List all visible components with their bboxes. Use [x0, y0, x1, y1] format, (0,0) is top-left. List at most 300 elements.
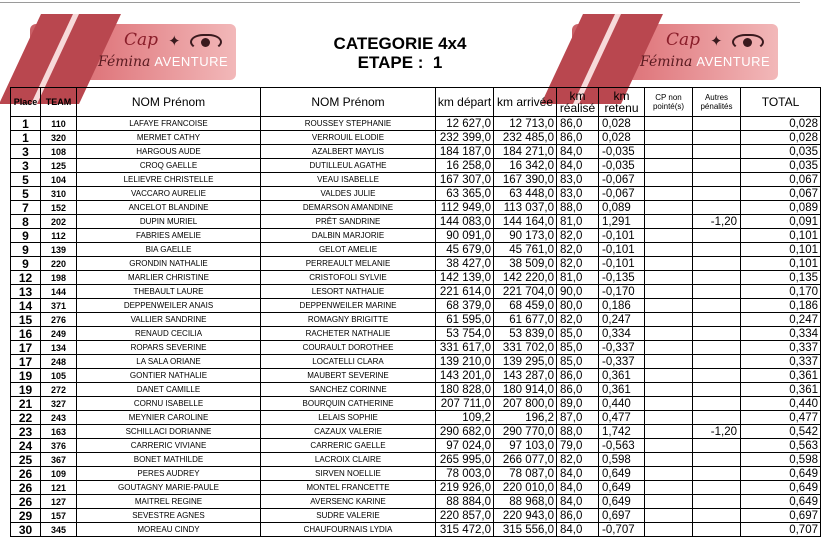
- cell-name1: RENAUD CECILIA: [77, 327, 261, 341]
- logo-femina-text: Fémina: [98, 54, 151, 70]
- cell-name1: MEYNIER CAROLINE: [77, 411, 261, 425]
- cell-name2: CRISTOFOLI SYLVIE: [261, 271, 436, 285]
- cell-total: 0,186: [741, 299, 821, 313]
- cell-autres-penalites: [693, 257, 741, 271]
- cell-name1: DEPPENWEILER ANAIS: [77, 299, 261, 313]
- cell-total: 0,649: [741, 481, 821, 495]
- cell-autres-penalites: [693, 411, 741, 425]
- cell-name2: GELOT AMELIE: [261, 243, 436, 257]
- cell-cp-non-pointe: [645, 495, 693, 509]
- cell-km-retenu: 0,186: [599, 299, 645, 313]
- cell-total: 0,337: [741, 341, 821, 355]
- cell-name2: SIRVEN NOELLIE: [261, 467, 436, 481]
- cell-km-realise: 85,0: [557, 341, 599, 355]
- cell-total: 0,337: [741, 355, 821, 369]
- cell-name2: LELAIS SOPHIE: [261, 411, 436, 425]
- cell-km-arrivee: 139 295,0: [494, 355, 557, 369]
- cell-team: 249: [41, 327, 77, 341]
- cell-team: 108: [41, 145, 77, 159]
- cell-km-realise: 81,0: [557, 215, 599, 229]
- cell-place: 14: [11, 299, 41, 313]
- eye-icon: [190, 34, 222, 50]
- cell-total: 0,170: [741, 285, 821, 299]
- cell-place: 1: [11, 117, 41, 131]
- cell-total: 0,091: [741, 215, 821, 229]
- cell-autres-penalites: [693, 145, 741, 159]
- cell-total: 0,649: [741, 467, 821, 481]
- cell-km-depart: 61 595,0: [436, 313, 494, 327]
- col-header-cp-non-pointe: CP non pointé(s): [645, 88, 693, 117]
- cell-place: 29: [11, 509, 41, 523]
- cell-km-retenu: -0,035: [599, 145, 645, 159]
- cell-total: 0,135: [741, 271, 821, 285]
- cell-cp-non-pointe: [645, 411, 693, 425]
- table-row: [11, 299, 821, 313]
- cell-name2: MONTEL FRANCETTE: [261, 481, 436, 495]
- cell-cp-non-pointe: [645, 369, 693, 383]
- cap-femina-logo-right: [572, 24, 778, 80]
- cell-km-arrivee: 290 770,0: [494, 425, 557, 439]
- cell-km-retenu: 0,247: [599, 313, 645, 327]
- cap-femina-logo-left: [30, 24, 236, 80]
- cell-team: 163: [41, 425, 77, 439]
- cell-team: 376: [41, 439, 77, 453]
- cell-place: 13: [11, 285, 41, 299]
- cell-autres-penalites: [693, 341, 741, 355]
- cell-team: 157: [41, 509, 77, 523]
- cell-name1: THEBAULT LAURE: [77, 285, 261, 299]
- cell-name2: CARRERIC GAELLE: [261, 439, 436, 453]
- cell-autres-penalites: [693, 369, 741, 383]
- cell-km-realise: 82,0: [557, 313, 599, 327]
- cell-autres-penalites: [693, 271, 741, 285]
- cell-place: 19: [11, 369, 41, 383]
- cell-total: 0,598: [741, 453, 821, 467]
- cell-km-arrivee: 221 704,0: [494, 285, 557, 299]
- cell-team: 202: [41, 215, 77, 229]
- cell-total: 0,649: [741, 495, 821, 509]
- page-title: [260, 34, 540, 72]
- cell-place: 12: [11, 271, 41, 285]
- cell-km-retenu: 0,334: [599, 327, 645, 341]
- cell-name2: COURAULT DOROTHEE: [261, 341, 436, 355]
- cell-cp-non-pointe: [645, 467, 693, 481]
- cell-km-retenu: -0,337: [599, 355, 645, 369]
- cell-km-arrivee: 38 509,0: [494, 257, 557, 271]
- cell-autres-penalites: [693, 173, 741, 187]
- cell-team: 327: [41, 397, 77, 411]
- cell-autres-penalites: [693, 467, 741, 481]
- cell-km-retenu: -0,067: [599, 173, 645, 187]
- cell-team: 198: [41, 271, 77, 285]
- cell-km-depart: 143 201,0: [436, 369, 494, 383]
- cell-place: 16: [11, 327, 41, 341]
- col-header-total: TOTAL: [741, 88, 821, 117]
- table-row: [11, 159, 821, 173]
- cell-km-retenu: -0,101: [599, 243, 645, 257]
- cell-place: 25: [11, 453, 41, 467]
- table-row: [11, 355, 821, 369]
- cell-team: 121: [41, 481, 77, 495]
- cell-name1: GRONDIN NATHALIE: [77, 257, 261, 271]
- cell-km-depart: 290 682,0: [436, 425, 494, 439]
- cell-cp-non-pointe: [645, 173, 693, 187]
- table-row: [11, 383, 821, 397]
- cell-autres-penalites: [693, 481, 741, 495]
- cell-autres-penalites: [693, 383, 741, 397]
- cell-name2: MAUBERT SEVERINE: [261, 369, 436, 383]
- cell-km-depart: 221 614,0: [436, 285, 494, 299]
- cell-km-arrivee: 90 173,0: [494, 229, 557, 243]
- col-header-km-depart: km départ: [436, 88, 494, 117]
- cell-km-realise: 88,0: [557, 201, 599, 215]
- table-row: [11, 145, 821, 159]
- cell-cp-non-pointe: [645, 145, 693, 159]
- cell-name2: PRÊT SANDRINE: [261, 215, 436, 229]
- cell-team: 110: [41, 117, 77, 131]
- cell-km-retenu: 0,028: [599, 117, 645, 131]
- table-row: [11, 411, 821, 425]
- cell-km-retenu: -0,101: [599, 229, 645, 243]
- table-row: [11, 173, 821, 187]
- cell-cp-non-pointe: [645, 131, 693, 145]
- cell-km-depart: 265 995,0: [436, 453, 494, 467]
- cell-km-retenu: 1,742: [599, 425, 645, 439]
- cell-km-retenu: 0,361: [599, 369, 645, 383]
- cell-name2: CHAUFOURNAIS LYDIA: [261, 523, 436, 537]
- cell-name2: AZALBERT MAYLIS: [261, 145, 436, 159]
- header-row: [11, 88, 821, 117]
- cell-km-depart: 63 365,0: [436, 187, 494, 201]
- cell-km-arrivee: 61 677,0: [494, 313, 557, 327]
- cell-km-arrivee: 184 271,0: [494, 145, 557, 159]
- cell-name2: VERROUIL ELODIE: [261, 131, 436, 145]
- cell-place: 15: [11, 313, 41, 327]
- cell-km-arrivee: 45 761,0: [494, 243, 557, 257]
- logo-aventure-text: AVENTURE: [696, 54, 771, 69]
- cell-km-realise: 89,0: [557, 397, 599, 411]
- cell-km-depart: 139 210,0: [436, 355, 494, 369]
- title-stage: ETAPE : 1: [357, 53, 443, 72]
- feather-icon: ✦: [168, 33, 181, 50]
- cell-km-retenu: 0,649: [599, 495, 645, 509]
- cell-name1: HARGOUS AUDE: [77, 145, 261, 159]
- cell-km-realise: 84,0: [557, 145, 599, 159]
- cell-team: 272: [41, 383, 77, 397]
- cell-total: 0,542: [741, 425, 821, 439]
- cell-km-retenu: -0,170: [599, 285, 645, 299]
- cell-km-realise: 80,0: [557, 299, 599, 313]
- table-row: [11, 257, 821, 271]
- cell-autres-penalites: [693, 285, 741, 299]
- col-header-km-retenu: km retenu: [599, 88, 645, 117]
- cell-name1: CROQ GAELLE: [77, 159, 261, 173]
- cell-km-depart: 144 083,0: [436, 215, 494, 229]
- cell-cp-non-pointe: [645, 243, 693, 257]
- cell-km-depart: 180 828,0: [436, 383, 494, 397]
- cell-name2: VALDES JULIE: [261, 187, 436, 201]
- table-row: [11, 285, 821, 299]
- feather-icon: ✦: [710, 33, 723, 50]
- cell-autres-penalites: [693, 509, 741, 523]
- cell-autres-penalites: [693, 187, 741, 201]
- cell-total: 0,563: [741, 439, 821, 453]
- cell-cp-non-pointe: [645, 159, 693, 173]
- cell-name1: SCHILLACI DORIANNE: [77, 425, 261, 439]
- cell-total: 0,440: [741, 397, 821, 411]
- table-row: [11, 481, 821, 495]
- cell-km-realise: 82,0: [557, 257, 599, 271]
- cell-cp-non-pointe: [645, 229, 693, 243]
- cell-name2: SANCHEZ CORINNE: [261, 383, 436, 397]
- cell-km-depart: 142 139,0: [436, 271, 494, 285]
- cell-name2: LESORT NATHALIE: [261, 285, 436, 299]
- table-row: [11, 271, 821, 285]
- cell-km-arrivee: 196,2: [494, 411, 557, 425]
- cell-place: 22: [11, 411, 41, 425]
- cell-km-realise: 82,0: [557, 243, 599, 257]
- cell-cp-non-pointe: [645, 509, 693, 523]
- cell-autres-penalites: -1,20: [693, 215, 741, 229]
- logo-femina-text: Fémina: [640, 54, 693, 70]
- cell-name2: CAZAUX VALERIE: [261, 425, 436, 439]
- cell-total: 0,334: [741, 327, 821, 341]
- table-row: [11, 453, 821, 467]
- cell-name1: DANET CAMILLE: [77, 383, 261, 397]
- cell-team: 320: [41, 131, 77, 145]
- cell-name1: PERES AUDREY: [77, 467, 261, 481]
- table-row: [11, 243, 821, 257]
- cell-place: 17: [11, 355, 41, 369]
- cell-place: 5: [11, 187, 41, 201]
- cell-km-arrivee: 331 702,0: [494, 341, 557, 355]
- cell-km-realise: 88,0: [557, 425, 599, 439]
- col-header-km-realise: km réalisé: [557, 88, 599, 117]
- cell-km-arrivee: 53 839,0: [494, 327, 557, 341]
- cell-place: 5: [11, 173, 41, 187]
- cell-autres-penalites: [693, 439, 741, 453]
- cell-name2: ROUSSEY STEPHANIE: [261, 117, 436, 131]
- cell-km-depart: 45 679,0: [436, 243, 494, 257]
- cell-km-depart: 207 711,0: [436, 397, 494, 411]
- cell-km-depart: 232 399,0: [436, 131, 494, 145]
- cell-km-realise: 84,0: [557, 467, 599, 481]
- cell-name1: VALLIER SANDRINE: [77, 313, 261, 327]
- cell-place: 19: [11, 383, 41, 397]
- cell-km-depart: 219 926,0: [436, 481, 494, 495]
- table-row: [11, 509, 821, 523]
- cell-place: 24: [11, 439, 41, 453]
- cell-autres-penalites: -1,20: [693, 425, 741, 439]
- cell-km-retenu: 0,598: [599, 453, 645, 467]
- cell-km-realise: 87,0: [557, 411, 599, 425]
- cell-name1: MOREAU CINDY: [77, 523, 261, 537]
- cell-team: 127: [41, 495, 77, 509]
- cell-km-retenu: 0,697: [599, 509, 645, 523]
- cell-name1: FABRIES AMELIE: [77, 229, 261, 243]
- cell-km-retenu: 0,028: [599, 131, 645, 145]
- cell-name2: DEMARSON AMANDINE: [261, 201, 436, 215]
- cell-km-arrivee: 97 103,0: [494, 439, 557, 453]
- cell-total: 0,361: [741, 383, 821, 397]
- cell-total: 0,707: [741, 523, 821, 537]
- results-table: [10, 87, 821, 537]
- logo-aventure-text: AVENTURE: [154, 54, 229, 69]
- cell-name1: SEVESTRE AGNES: [77, 509, 261, 523]
- cell-km-realise: 82,0: [557, 229, 599, 243]
- cell-km-retenu: -0,135: [599, 271, 645, 285]
- cell-km-realise: 86,0: [557, 117, 599, 131]
- logo-subtitle: [640, 54, 770, 70]
- cell-team: 109: [41, 467, 77, 481]
- cell-name1: ROPARS SEVERINE: [77, 341, 261, 355]
- cell-name2: RACHETER NATHALIE: [261, 327, 436, 341]
- table-row: [11, 523, 821, 537]
- cell-autres-penalites: [693, 327, 741, 341]
- cell-team: 243: [41, 411, 77, 425]
- cell-place: 26: [11, 495, 41, 509]
- table-row: [11, 397, 821, 411]
- cell-total: 0,035: [741, 159, 821, 173]
- cell-place: 23: [11, 425, 41, 439]
- cell-cp-non-pointe: [645, 299, 693, 313]
- table-row: [11, 131, 821, 145]
- cell-km-depart: 331 617,0: [436, 341, 494, 355]
- cell-km-depart: 97 024,0: [436, 439, 494, 453]
- cell-cp-non-pointe: [645, 481, 693, 495]
- cell-km-depart: 38 427,0: [436, 257, 494, 271]
- table-row: [11, 215, 821, 229]
- cell-team: 105: [41, 369, 77, 383]
- cell-km-depart: 78 003,0: [436, 467, 494, 481]
- cell-autres-penalites: [693, 243, 741, 257]
- cell-name1: BONET MATHILDE: [77, 453, 261, 467]
- table-row: [11, 425, 821, 439]
- cell-cp-non-pointe: [645, 117, 693, 131]
- cell-km-arrivee: 207 800,0: [494, 397, 557, 411]
- cell-name1: ANCELOT BLANDINE: [77, 201, 261, 215]
- cell-place: 1: [11, 131, 41, 145]
- cell-place: 3: [11, 159, 41, 173]
- cell-cp-non-pointe: [645, 341, 693, 355]
- cell-total: 0,101: [741, 229, 821, 243]
- cell-cp-non-pointe: [645, 215, 693, 229]
- cell-place: 3: [11, 145, 41, 159]
- cell-name2: VEAU ISABELLE: [261, 173, 436, 187]
- cell-km-arrivee: 220 943,0: [494, 509, 557, 523]
- cell-km-realise: 86,0: [557, 509, 599, 523]
- cell-km-realise: 85,0: [557, 327, 599, 341]
- cell-km-realise: 83,0: [557, 187, 599, 201]
- cell-km-arrivee: 266 077,0: [494, 453, 557, 467]
- cell-autres-penalites: [693, 159, 741, 173]
- cell-name1: GOUTAGNY MARIE-PAULE: [77, 481, 261, 495]
- cell-place: 26: [11, 467, 41, 481]
- cell-cp-non-pointe: [645, 397, 693, 411]
- cell-cp-non-pointe: [645, 355, 693, 369]
- cell-autres-penalites: [693, 397, 741, 411]
- cell-name2: SUDRE VALERIE: [261, 509, 436, 523]
- cell-autres-penalites: [693, 131, 741, 145]
- cell-name1: CORNU ISABELLE: [77, 397, 261, 411]
- eye-icon: [732, 34, 764, 50]
- cell-name1: LAFAYE FRANCOISE: [77, 117, 261, 131]
- table-row: [11, 467, 821, 481]
- cell-team: 144: [41, 285, 77, 299]
- cell-place: 17: [11, 341, 41, 355]
- cell-km-depart: 184 187,0: [436, 145, 494, 159]
- cell-cp-non-pointe: [645, 313, 693, 327]
- cell-cp-non-pointe: [645, 187, 693, 201]
- cell-cp-non-pointe: [645, 257, 693, 271]
- cell-name2: DUTILLEUL AGATHE: [261, 159, 436, 173]
- cell-autres-penalites: [693, 229, 741, 243]
- cell-autres-penalites: [693, 523, 741, 537]
- cell-name1: LA SALA ORIANE: [77, 355, 261, 369]
- cell-km-arrivee: 12 713,0: [494, 117, 557, 131]
- cell-km-retenu: -0,707: [599, 523, 645, 537]
- cell-place: 9: [11, 243, 41, 257]
- cell-cp-non-pointe: [645, 201, 693, 215]
- table-row: [11, 229, 821, 243]
- logo-cap-text: Cap: [124, 30, 159, 50]
- cell-total: 0,101: [741, 257, 821, 271]
- cell-place: 21: [11, 397, 41, 411]
- cell-km-realise: 81,0: [557, 271, 599, 285]
- cell-team: 248: [41, 355, 77, 369]
- cell-km-retenu: -0,101: [599, 257, 645, 271]
- cell-km-retenu: -0,035: [599, 159, 645, 173]
- logo-subtitle: [98, 54, 228, 70]
- cell-km-retenu: -0,337: [599, 341, 645, 355]
- cell-total: 0,089: [741, 201, 821, 215]
- cell-total: 0,067: [741, 173, 821, 187]
- cell-total: 0,035: [741, 145, 821, 159]
- cell-km-realise: 86,0: [557, 369, 599, 383]
- cell-km-depart: 12 627,0: [436, 117, 494, 131]
- cell-km-depart: 315 472,0: [436, 523, 494, 537]
- table-row: [11, 327, 821, 341]
- cell-cp-non-pointe: [645, 425, 693, 439]
- cell-km-depart: 68 379,0: [436, 299, 494, 313]
- cell-km-arrivee: 63 448,0: [494, 187, 557, 201]
- cell-name1: DUPIN MURIEL: [77, 215, 261, 229]
- cell-name1: MAITREL REGINE: [77, 495, 261, 509]
- col-header-team: TEAM: [41, 88, 77, 117]
- cell-place: 26: [11, 481, 41, 495]
- cell-km-retenu: 0,649: [599, 467, 645, 481]
- title-category: CATEGORIE 4x4: [333, 34, 467, 53]
- cell-total: 0,028: [741, 131, 821, 145]
- cell-team: 220: [41, 257, 77, 271]
- cell-km-retenu: 0,440: [599, 397, 645, 411]
- cell-km-depart: 220 857,0: [436, 509, 494, 523]
- cell-total: 0,247: [741, 313, 821, 327]
- cell-km-realise: 82,0: [557, 453, 599, 467]
- cell-total: 0,067: [741, 187, 821, 201]
- cell-km-arrivee: 16 342,0: [494, 159, 557, 173]
- cell-autres-penalites: [693, 117, 741, 131]
- cell-km-retenu: -0,563: [599, 439, 645, 453]
- cell-autres-penalites: [693, 313, 741, 327]
- cell-km-realise: 84,0: [557, 523, 599, 537]
- col-header-km-arrivee: km arrivée: [494, 88, 557, 117]
- cell-km-retenu: 0,361: [599, 383, 645, 397]
- cell-km-realise: 79,0: [557, 439, 599, 453]
- col-header-name2: NOM Prénom: [261, 88, 436, 117]
- cell-name2: PERREAULT MELANIE: [261, 257, 436, 271]
- cell-place: 7: [11, 201, 41, 215]
